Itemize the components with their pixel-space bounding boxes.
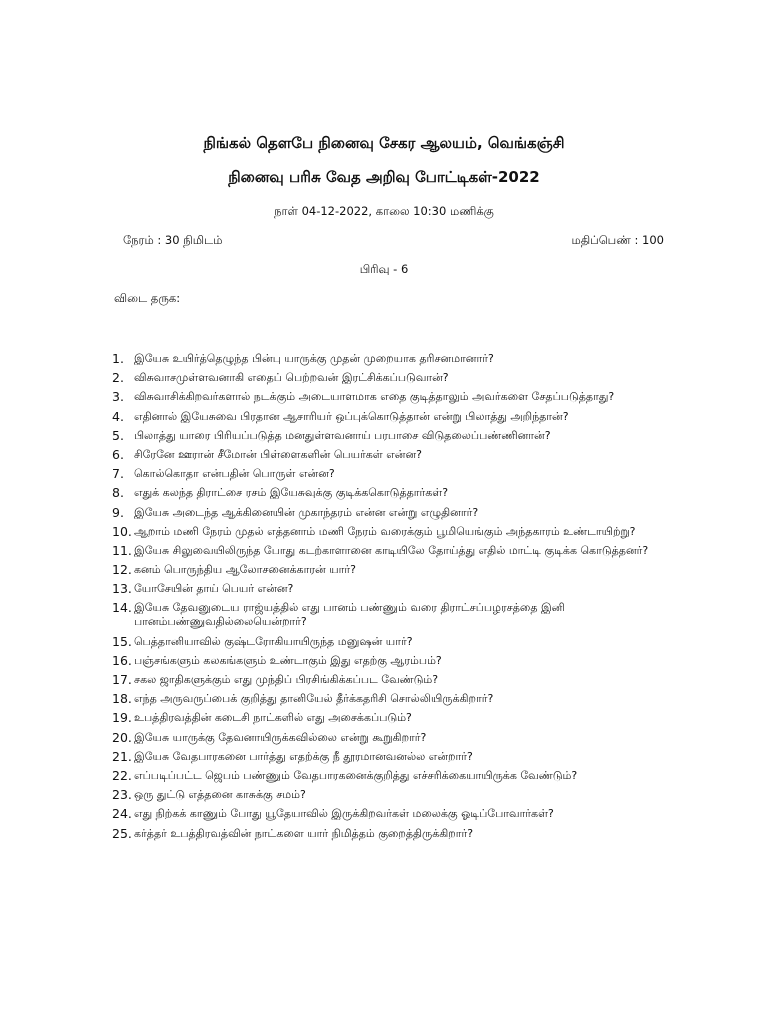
question-text: இயேசு சிலுவையிலிருந்த போது கடற்காளானை காடியிலே தோய்த்து எதில் மாட்டி குடிக்க கொடுத்தனர்?: [134, 543, 649, 557]
question-number: 7.: [112, 466, 124, 482]
question-item: [112, 750, 652, 764]
question-item: [112, 448, 652, 462]
question-number: 15.: [112, 633, 132, 649]
question-number: 2.: [112, 370, 124, 386]
question-number: 1.: [112, 351, 124, 366]
question-number: 20.: [112, 729, 132, 745]
question-number: 14.: [112, 600, 132, 616]
question-item: [112, 654, 652, 668]
time-allowed: நேரம் : 30 நிமிடம்: [123, 233, 223, 247]
question-text: விசுவாசமுள்ளவனாகி எதைப் பெற்றவன் இரட்சிக்கப்படுவான்?: [134, 371, 449, 385]
question-number: 24.: [112, 806, 132, 822]
question-number: 17.: [112, 672, 132, 687]
question-text: பெத்தானியாவில் குஷ்டரோகியாயிருந்த மனுஷன் யார்?: [134, 634, 413, 648]
question-text: விசுவாசிக்கிறவர்களால் நடக்கும் அடையாளமாக எதை குடித்தாலும் அவர்களை சேதப்படுத்தாது?: [134, 390, 615, 404]
question-item: [112, 410, 652, 424]
question-text: இயேசு யாருக்கு தேவனாயிருக்கவில்லை என்று கூறுகிறார்?: [134, 730, 427, 744]
question-text: இயேசு உயிர்த்தெழுந்த பின்பு யாருக்கு முதன் முறையாக தரிசனமானார்?: [134, 352, 494, 365]
question-number: 5.: [112, 427, 124, 443]
question-text: இயேசு தேவனுடைய ராஜ்யத்தில் எது பானம் பண்ணும் வரை திராட்சப்பழரசத்தை இனி பானம்பண்ணுவதில்லையென்றார்?: [134, 601, 565, 629]
question-item: [112, 544, 652, 558]
question-item: [112, 582, 652, 596]
question-item: [112, 371, 652, 385]
question-text: எதுக் கலந்த திராட்சை ரசம் இயேசுவுக்கு குடிக்ககொடுத்தார்கள்?: [134, 486, 449, 500]
question-text: இயேசு வேதபாரகனை பார்த்து எதற்க்கு நீ தூரமானவனல்ல என்றார்?: [134, 749, 473, 763]
question-text: உபத்திரவத்தின் கடைசி நாட்களில் எது அசைக்கப்படும்?: [134, 711, 412, 725]
question-text: எது நிற்கக் காணும் போது யூதேயாவில் இருக்கிறவர்கள் மலைக்கு ஓடிப்போவார்கள்?: [134, 807, 554, 821]
church-title: நிங்கல் தெளபே நினைவு சேகர ஆலயம், வெங்கஞ்சி: [203, 134, 565, 152]
question-text: பஞ்சங்களும் கலகங்களும் உண்டாகும் இது எதற்கு ஆரம்பம்?: [134, 653, 442, 667]
question-item: [112, 807, 652, 821]
total-marks: மதிப்பெண் : 100: [571, 233, 664, 247]
question-number: 23.: [112, 787, 132, 803]
question-text: பிலாத்து யாரை பிரியப்படுத்த மனதுள்ளவனாய் பரபாசை விடுதலைப்பண்ணினான்?: [134, 428, 551, 442]
question-number: 10.: [112, 523, 132, 539]
question-text: கனம் பொருந்திய ஆலோசனைக்காரன் யார்?: [134, 563, 356, 577]
question-number: 13.: [112, 581, 132, 597]
question-item: [112, 827, 652, 841]
question-number: 3.: [112, 389, 124, 405]
question-text: சகல ஜாதிகளுக்கும் எது முந்திப் பிரசிங்கிக்கப்பட வேண்டும்?: [134, 673, 439, 686]
question-text: ஆறாம் மணி நேரம் முதல் எத்தனாம் மணி நேரம் வரைக்கும் பூமியெங்கும் அந்தகாரம் உண்டாயிற்று?: [134, 524, 636, 538]
question-item: [112, 731, 652, 745]
question-text: சிரேனே ஊரான் சீமோன் பிள்ளைகளின் பெயர்கள் என்ன?: [134, 447, 422, 461]
question-number: 21.: [112, 748, 132, 764]
question-number: 11.: [112, 542, 132, 558]
question-item: [112, 769, 652, 783]
question-item: [112, 601, 652, 629]
question-number: 4.: [112, 408, 124, 424]
section-label: பிரிவு - 6: [359, 262, 409, 276]
competition-title: நினைவு பரிசு வேத அறிவு போட்டிகள்-2022: [228, 168, 540, 186]
question-item: [112, 429, 652, 443]
question-number: 22.: [112, 767, 132, 783]
question-item: [112, 352, 652, 366]
question-number: 9.: [112, 504, 124, 520]
question-number: 18.: [112, 691, 132, 707]
question-item: [112, 390, 652, 404]
question-text: கொல்கொதா என்பதின் பொருள் என்ன?: [134, 467, 335, 481]
question-number: 8.: [112, 485, 124, 501]
question-item: [112, 692, 652, 706]
question-item: [112, 467, 652, 481]
question-item: [112, 506, 652, 520]
question-item: [112, 635, 652, 649]
question-number: 16.: [112, 652, 132, 668]
question-item: [112, 563, 652, 577]
question-text: எப்படிப்பட்ட ஜெபம் பண்ணும் வேதபாரகனைக்குறித்து எச்சரிக்கையாயிருக்க வேண்டும்?: [134, 768, 578, 782]
instruction-text: விடை தருக:: [114, 291, 181, 305]
question-item: [112, 525, 652, 539]
date-line: நாள் 04-12-2022, காலை 10:30 மணிக்கு: [274, 204, 494, 218]
question-list: [112, 352, 652, 846]
question-item: [112, 486, 652, 500]
question-item: [112, 673, 652, 687]
question-text: இயேசு அடைந்த ஆக்கினையின் முகாந்தரம் என்ன என்று எழுதினார்?: [134, 505, 479, 519]
question-text: ஒரு துட்டு எத்தனை காசுக்கு சமம்?: [134, 788, 306, 802]
question-item: [112, 711, 652, 725]
question-text: எதினால் இயேசுவை பிரதான ஆசாரியர் ஒப்புக்கொடுத்தான் என்று பிலாத்து அறிந்தான்?: [134, 409, 569, 423]
question-text: எந்த அருவருப்பைக் குறித்து தானியேல் தீர்க்கதரிசி சொல்லியிருக்கிறார்?: [134, 692, 494, 706]
question-item: [112, 788, 652, 802]
question-number: 19.: [112, 710, 132, 726]
question-text: யோசேயின் தாய் பெயர் என்ன?: [134, 582, 294, 596]
question-text: கர்த்தர் உபத்திரவத்வின் நாட்களை யார் நிமித்தம் குறைத்திருக்கிறார்?: [134, 826, 474, 840]
question-number: 6.: [112, 446, 124, 462]
question-number: 25.: [112, 825, 132, 841]
question-number: 12.: [112, 562, 132, 578]
